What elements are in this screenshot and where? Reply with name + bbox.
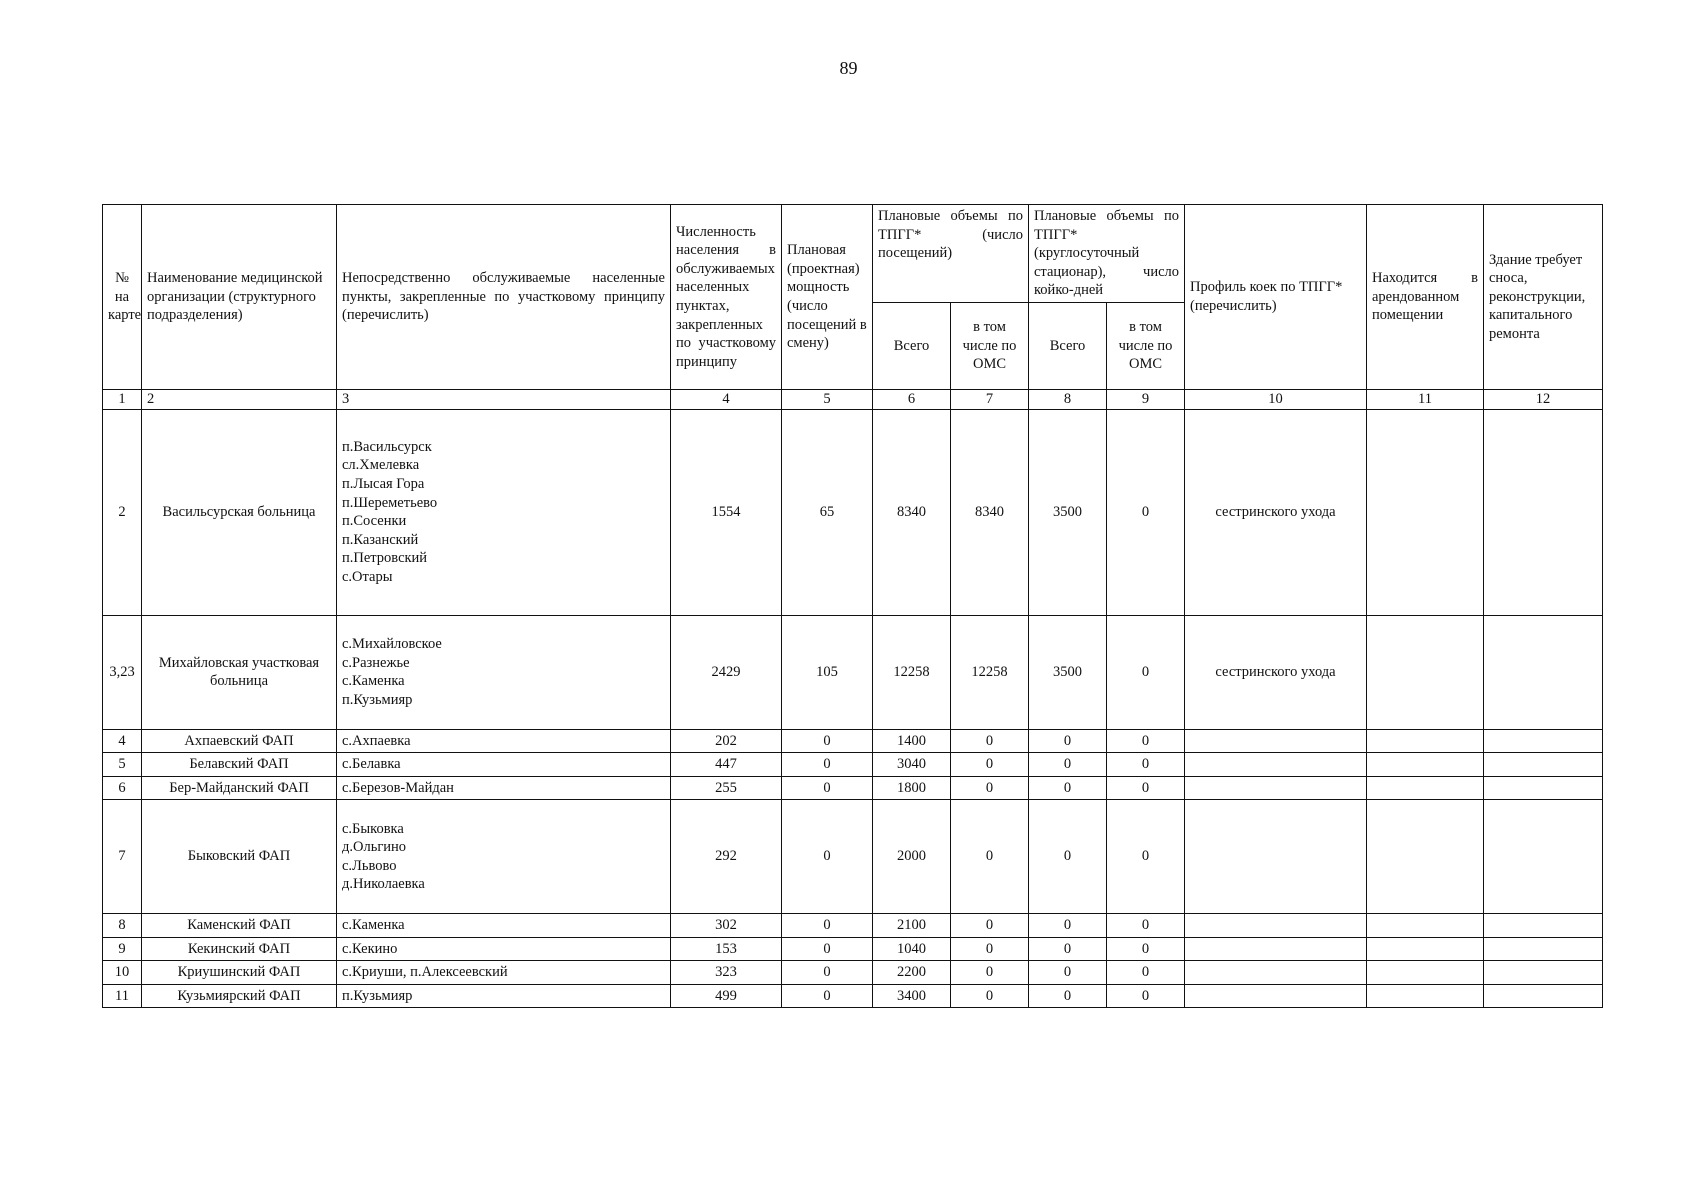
- header-rented: Находится в арендованном помещении: [1367, 205, 1484, 390]
- table-row: [103, 984, 1603, 1008]
- visits-oms-cell: 0: [951, 729, 1029, 753]
- bed-profile-cell: [1185, 776, 1367, 800]
- settlement-item: д.Николаевка: [342, 876, 425, 893]
- settlement-item: с.Березов-Майдан: [342, 779, 454, 796]
- header-population: Численность населения в обслуживаемых населенных пунктах, закрепленных по участковому принципу: [671, 205, 782, 390]
- organization-name: Криушинский ФАП: [142, 961, 337, 985]
- rented-cell: [1367, 409, 1484, 615]
- organization-name: Быковский ФАП: [142, 800, 337, 914]
- rented-cell: [1367, 914, 1484, 938]
- bed-profile-cell: [1185, 914, 1367, 938]
- row-number: 3,23: [103, 615, 142, 729]
- settlement-item: с.Разнежье: [342, 654, 410, 671]
- table-row: [103, 753, 1603, 777]
- settlement-item: д.Ольгино: [342, 839, 407, 856]
- visits-total-cell: 2200: [873, 961, 951, 985]
- visits-oms-cell: 0: [951, 961, 1029, 985]
- row-number: 7: [103, 800, 142, 914]
- beds-oms-cell: 0: [1107, 914, 1185, 938]
- capacity-cell: 0: [782, 729, 873, 753]
- rented-cell: [1367, 615, 1484, 729]
- rented-cell: [1367, 984, 1484, 1008]
- rented-cell: [1367, 776, 1484, 800]
- table-row: [103, 409, 1603, 615]
- table-row: [103, 937, 1603, 961]
- demolition-cell: [1484, 729, 1603, 753]
- demolition-cell: [1484, 776, 1603, 800]
- row-number: 11: [103, 984, 142, 1008]
- bed-profile-cell: [1185, 729, 1367, 753]
- visits-oms-cell: 8340: [951, 409, 1029, 615]
- population-cell: 447: [671, 753, 782, 777]
- beds-oms-cell: 0: [1107, 776, 1185, 800]
- beds-total-cell: 0: [1029, 961, 1107, 985]
- visits-total-cell: 1400: [873, 729, 951, 753]
- table-row: [103, 729, 1603, 753]
- header-settlements: Непосредственно обслуживаемые населенные пункты, закрепленные по участковому принципу (перечислить): [337, 205, 671, 390]
- capacity-cell: 0: [782, 961, 873, 985]
- settlement-item: п.Шереметьево: [342, 494, 438, 511]
- settlement-item: п.Кузьмияр: [342, 987, 413, 1004]
- demolition-cell: [1484, 914, 1603, 938]
- header-name: Наименование медицинской организации (структурного подразделения): [142, 205, 337, 390]
- capacity-cell: 0: [782, 937, 873, 961]
- column-number: 10: [1185, 390, 1367, 410]
- demolition-cell: [1484, 800, 1603, 914]
- visits-oms-cell: 0: [951, 800, 1029, 914]
- beds-total-cell: 3500: [1029, 615, 1107, 729]
- settlements-cell: [337, 984, 671, 1008]
- population-cell: 323: [671, 961, 782, 985]
- demolition-cell: [1484, 937, 1603, 961]
- column-number: 3: [337, 390, 671, 410]
- beds-total-cell: 0: [1029, 937, 1107, 961]
- organization-name: Кузьмиярский ФАП: [142, 984, 337, 1008]
- settlement-item: с.Ахпаевка: [342, 732, 411, 749]
- bed-profile-cell: [1185, 984, 1367, 1008]
- organization-name: Васильсурская больница: [142, 409, 337, 615]
- settlement-item: п.Петровский: [342, 550, 428, 567]
- rented-cell: [1367, 800, 1484, 914]
- column-number-row: [103, 390, 1603, 410]
- beds-oms-cell: 0: [1107, 961, 1185, 985]
- population-cell: 1554: [671, 409, 782, 615]
- settlement-item: с.Каменка: [342, 917, 405, 934]
- header-visits-oms: в том числе по ОМС: [951, 302, 1029, 389]
- settlements-cell: [337, 914, 671, 938]
- settlement-item: с.Кекино: [342, 940, 398, 957]
- settlement-item: с.Каменка: [342, 673, 405, 690]
- organization-name: Кекинский ФАП: [142, 937, 337, 961]
- bed-profile-cell: сестринского ухода: [1185, 409, 1367, 615]
- medical-organizations-table: [102, 204, 1603, 1008]
- organization-name: Белавский ФАП: [142, 753, 337, 777]
- beds-total-cell: 0: [1029, 914, 1107, 938]
- population-cell: 302: [671, 914, 782, 938]
- column-number: 12: [1484, 390, 1603, 410]
- header-tpgg-beds: Плановые объемы по ТПГГ* (круглосуточный стационар), число койко-дней: [1029, 205, 1185, 303]
- visits-total-cell: 12258: [873, 615, 951, 729]
- table-row: [103, 615, 1603, 729]
- header-tpgg-visits: Плановые объемы по ТПГГ* (число посещений): [873, 205, 1029, 303]
- beds-oms-cell: 0: [1107, 729, 1185, 753]
- settlements-cell: [337, 615, 671, 729]
- population-cell: 2429: [671, 615, 782, 729]
- row-number: 4: [103, 729, 142, 753]
- beds-oms-cell: 0: [1107, 800, 1185, 914]
- settlement-item: п.Лысая Гора: [342, 475, 425, 492]
- population-cell: 292: [671, 800, 782, 914]
- capacity-cell: 0: [782, 914, 873, 938]
- visits-total-cell: 1040: [873, 937, 951, 961]
- column-number: 7: [951, 390, 1029, 410]
- header-visits-total: Всего: [873, 302, 951, 389]
- header-bed-profile: Профиль коек по ТПГГ* (перечислить): [1185, 205, 1367, 390]
- header-num: № на карте: [103, 205, 142, 390]
- settlements-cell: [337, 753, 671, 777]
- visits-total-cell: 8340: [873, 409, 951, 615]
- settlements-cell: [337, 937, 671, 961]
- beds-total-cell: 0: [1029, 776, 1107, 800]
- settlement-item: сл.Хмелевка: [342, 457, 420, 474]
- beds-total-cell: 0: [1029, 729, 1107, 753]
- bed-profile-cell: [1185, 937, 1367, 961]
- bed-profile-cell: [1185, 800, 1367, 914]
- population-cell: 255: [671, 776, 782, 800]
- settlement-item: п.Васильсурск: [342, 438, 432, 455]
- demolition-cell: [1484, 615, 1603, 729]
- settlements-cell: [337, 800, 671, 914]
- visits-oms-cell: 0: [951, 914, 1029, 938]
- row-number: 10: [103, 961, 142, 985]
- organization-name: Ахпаевский ФАП: [142, 729, 337, 753]
- column-number: 4: [671, 390, 782, 410]
- column-number: 6: [873, 390, 951, 410]
- column-number: 9: [1107, 390, 1185, 410]
- visits-oms-cell: 0: [951, 984, 1029, 1008]
- header-row-1: [103, 205, 1603, 303]
- row-number: 5: [103, 753, 142, 777]
- column-number: 2: [142, 390, 337, 410]
- settlements-cell: [337, 961, 671, 985]
- rented-cell: [1367, 961, 1484, 985]
- header-beds-total: Всего: [1029, 302, 1107, 389]
- settlement-item: с.Белавка: [342, 756, 401, 773]
- header-demolition: Здание требует сноса, реконструкции, капитального ремонта: [1484, 205, 1603, 390]
- population-cell: 153: [671, 937, 782, 961]
- beds-oms-cell: 0: [1107, 984, 1185, 1008]
- organization-name: Бер-Майданский ФАП: [142, 776, 337, 800]
- rented-cell: [1367, 753, 1484, 777]
- row-number: 2: [103, 409, 142, 615]
- capacity-cell: 0: [782, 984, 873, 1008]
- beds-total-cell: 3500: [1029, 409, 1107, 615]
- column-number: 5: [782, 390, 873, 410]
- beds-oms-cell: 0: [1107, 753, 1185, 777]
- settlement-item: с.Михайловское: [342, 635, 442, 652]
- rented-cell: [1367, 729, 1484, 753]
- beds-total-cell: 0: [1029, 800, 1107, 914]
- visits-total-cell: 1800: [873, 776, 951, 800]
- visits-total-cell: 2100: [873, 914, 951, 938]
- beds-oms-cell: 0: [1107, 937, 1185, 961]
- capacity-cell: 105: [782, 615, 873, 729]
- settlement-item: с.Отары: [342, 568, 393, 585]
- column-number: 8: [1029, 390, 1107, 410]
- settlement-item: п.Кузьмияр: [342, 691, 413, 708]
- settlement-item: п.Сосенки: [342, 513, 407, 530]
- row-number: 9: [103, 937, 142, 961]
- demolition-cell: [1484, 984, 1603, 1008]
- visits-total-cell: 2000: [873, 800, 951, 914]
- table-row: [103, 800, 1603, 914]
- table-row: [103, 914, 1603, 938]
- column-number: 1: [103, 390, 142, 410]
- visits-oms-cell: 12258: [951, 615, 1029, 729]
- population-cell: 202: [671, 729, 782, 753]
- table-row: [103, 961, 1603, 985]
- settlement-item: с.Быковка: [342, 820, 404, 837]
- visits-oms-cell: 0: [951, 776, 1029, 800]
- beds-total-cell: 0: [1029, 753, 1107, 777]
- settlement-item: п.Казанский: [342, 531, 419, 548]
- settlements-cell: [337, 409, 671, 615]
- demolition-cell: [1484, 409, 1603, 615]
- capacity-cell: 0: [782, 800, 873, 914]
- settlements-cell: [337, 776, 671, 800]
- capacity-cell: 0: [782, 753, 873, 777]
- visits-oms-cell: 0: [951, 937, 1029, 961]
- rented-cell: [1367, 937, 1484, 961]
- organization-name: Михайловская участковая больница: [142, 615, 337, 729]
- demolition-cell: [1484, 753, 1603, 777]
- bed-profile-cell: [1185, 753, 1367, 777]
- capacity-cell: 0: [782, 776, 873, 800]
- capacity-cell: 65: [782, 409, 873, 615]
- demolition-cell: [1484, 961, 1603, 985]
- header-capacity: Плановая (проектная) мощность (число посещений в смену): [782, 205, 873, 390]
- bed-profile-cell: [1185, 961, 1367, 985]
- row-number: 8: [103, 914, 142, 938]
- header-beds-oms: в том числе по ОМС: [1107, 302, 1185, 389]
- settlement-item: с.Львово: [342, 857, 397, 874]
- visits-total-cell: 3040: [873, 753, 951, 777]
- visits-total-cell: 3400: [873, 984, 951, 1008]
- row-number: 6: [103, 776, 142, 800]
- page-number: 89: [839, 58, 858, 78]
- beds-oms-cell: 0: [1107, 615, 1185, 729]
- column-number: 11: [1367, 390, 1484, 410]
- population-cell: 499: [671, 984, 782, 1008]
- organization-name: Каменский ФАП: [142, 914, 337, 938]
- beds-oms-cell: 0: [1107, 409, 1185, 615]
- bed-profile-cell: сестринского ухода: [1185, 615, 1367, 729]
- visits-oms-cell: 0: [951, 753, 1029, 777]
- settlements-cell: [337, 729, 671, 753]
- table-row: [103, 776, 1603, 800]
- settlement-item: с.Криуши, п.Алексеевский: [342, 964, 508, 981]
- beds-total-cell: 0: [1029, 984, 1107, 1008]
